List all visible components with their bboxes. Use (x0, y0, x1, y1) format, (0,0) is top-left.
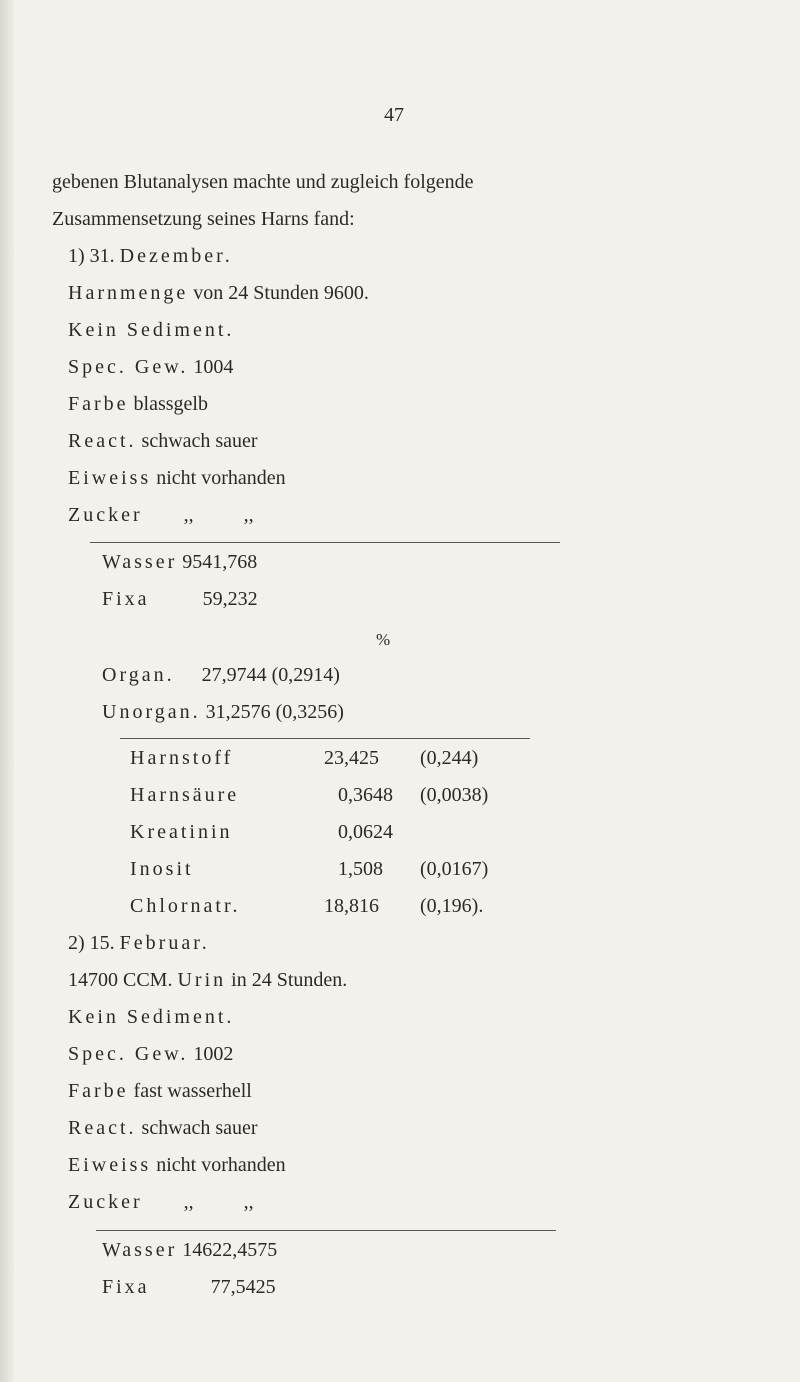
farbe-label: Farbe (68, 393, 129, 415)
percent-symbol: % (376, 630, 391, 649)
table-cell-name: Chlornatr. (130, 895, 241, 917)
sample1-date-num: 1) 31. (68, 245, 115, 267)
sample1-unorgan (102, 700, 344, 724)
table-cell-pct: (0,196). (420, 895, 484, 917)
zucker-value: ,, ,, (183, 504, 254, 526)
eiweiss-label: Eiweiss (68, 1154, 152, 1176)
intro-line-1: gebenen Blutanalysen machte und zugleich folgende (52, 171, 474, 193)
organ-label: Organ. (102, 664, 175, 686)
sample2-spec (68, 1042, 233, 1066)
sample2-react (68, 1116, 258, 1140)
table-cell-pct: (0,0167) (420, 858, 489, 880)
fixa-value: 77,5425 (210, 1276, 276, 1298)
sample2-wasser (102, 1238, 277, 1262)
react-label: React. (68, 430, 137, 452)
divider-rule (90, 542, 560, 543)
wasser-label: Wasser (102, 551, 178, 573)
sample2-farbe (68, 1079, 252, 1103)
farbe-label: Farbe (68, 1080, 129, 1102)
zucker-value: ,, ,, (183, 1191, 254, 1213)
table-cell-name: Inosit (130, 858, 194, 880)
table-cell-pct: (0,0038) (420, 784, 489, 806)
react-label: React. (68, 1117, 137, 1139)
table-cell-name: Harnstoff (130, 747, 234, 769)
sample1-eiweiss (68, 466, 286, 490)
organ-pct: (0,2914) (271, 664, 340, 686)
farbe-value: blassgelb (133, 393, 208, 415)
unorgan-label: Unorgan. (102, 701, 201, 723)
table-cell-value: 23,425 (324, 747, 379, 769)
page-number: 47 (384, 104, 404, 126)
zucker-label: Zucker (68, 504, 143, 526)
sample2-date-word: Februar. (119, 932, 210, 954)
sample2-zucker (68, 1190, 254, 1214)
harnmenge-text: von 24 Stunden 9600. (193, 282, 369, 304)
unorgan-value: 31,2576 (205, 701, 271, 723)
sample1-sediment: Kein Sediment. (68, 319, 235, 341)
react-value: schwach sauer (141, 1117, 258, 1139)
table-cell-name: Kreatinin (130, 821, 233, 843)
spec-label: Spec. Gew. (68, 356, 189, 378)
unorgan-pct: (0,3256) (275, 701, 344, 723)
sample1-zucker (68, 503, 254, 527)
sample2-urin (68, 968, 347, 992)
farbe-value: fast wasserhell (133, 1080, 252, 1102)
table-cell-value: 1,508 (338, 858, 383, 880)
divider-rule (120, 738, 530, 739)
sample2-sediment: Kein Sediment. (68, 1006, 235, 1028)
sample1-spec (68, 355, 233, 379)
sample2-fixa (102, 1275, 276, 1299)
sample2-eiweiss (68, 1153, 286, 1177)
sample1-wasser (102, 550, 257, 574)
sample1-harnmenge (68, 281, 369, 305)
sample1-date (68, 244, 233, 268)
react-value: schwach sauer (141, 430, 258, 452)
urin-prefix: 14700 CCM. (68, 969, 173, 991)
page-edge (0, 0, 14, 1382)
eiweiss-value: nicht vorhanden (156, 1154, 286, 1176)
urin-label: Urin (177, 969, 227, 991)
urin-text: in 24 Stunden. (231, 969, 348, 991)
sample2-date-num: 2) 15. (68, 932, 115, 954)
sample1-farbe (68, 392, 208, 416)
divider-rule (96, 1230, 556, 1231)
zucker-label: Zucker (68, 1191, 143, 1213)
spec-value: 1004 (193, 356, 234, 378)
table-cell-pct: (0,244) (420, 747, 479, 769)
fixa-label: Fixa (102, 1276, 150, 1298)
sample1-react (68, 429, 258, 453)
sample1-fixa (102, 587, 258, 611)
wasser-value: 14622,4575 (182, 1239, 278, 1261)
fixa-value: 59,232 (202, 588, 258, 610)
spec-label: Spec. Gew. (68, 1043, 189, 1065)
wasser-label: Wasser (102, 1239, 178, 1261)
sample2-date (68, 931, 210, 955)
table-cell-value: 0,0624 (338, 821, 393, 843)
harnmenge-label: Harnmenge (68, 282, 189, 304)
organ-value: 27,9744 (201, 664, 267, 686)
table-cell-name: Harnsäure (130, 784, 240, 806)
wasser-value: 9541,768 (182, 551, 258, 573)
sample1-date-word: Dezember. (119, 245, 233, 267)
eiweiss-label: Eiweiss (68, 467, 152, 489)
table-cell-value: 0,3648 (338, 784, 393, 806)
table-cell-value: 18,816 (324, 895, 379, 917)
intro-line-2: Zusammensetzung seines Harns fand: (52, 208, 355, 230)
spec-value: 1002 (193, 1043, 234, 1065)
sample1-organ (102, 663, 340, 687)
eiweiss-value: nicht vorhanden (156, 467, 286, 489)
fixa-label: Fixa (102, 588, 150, 610)
